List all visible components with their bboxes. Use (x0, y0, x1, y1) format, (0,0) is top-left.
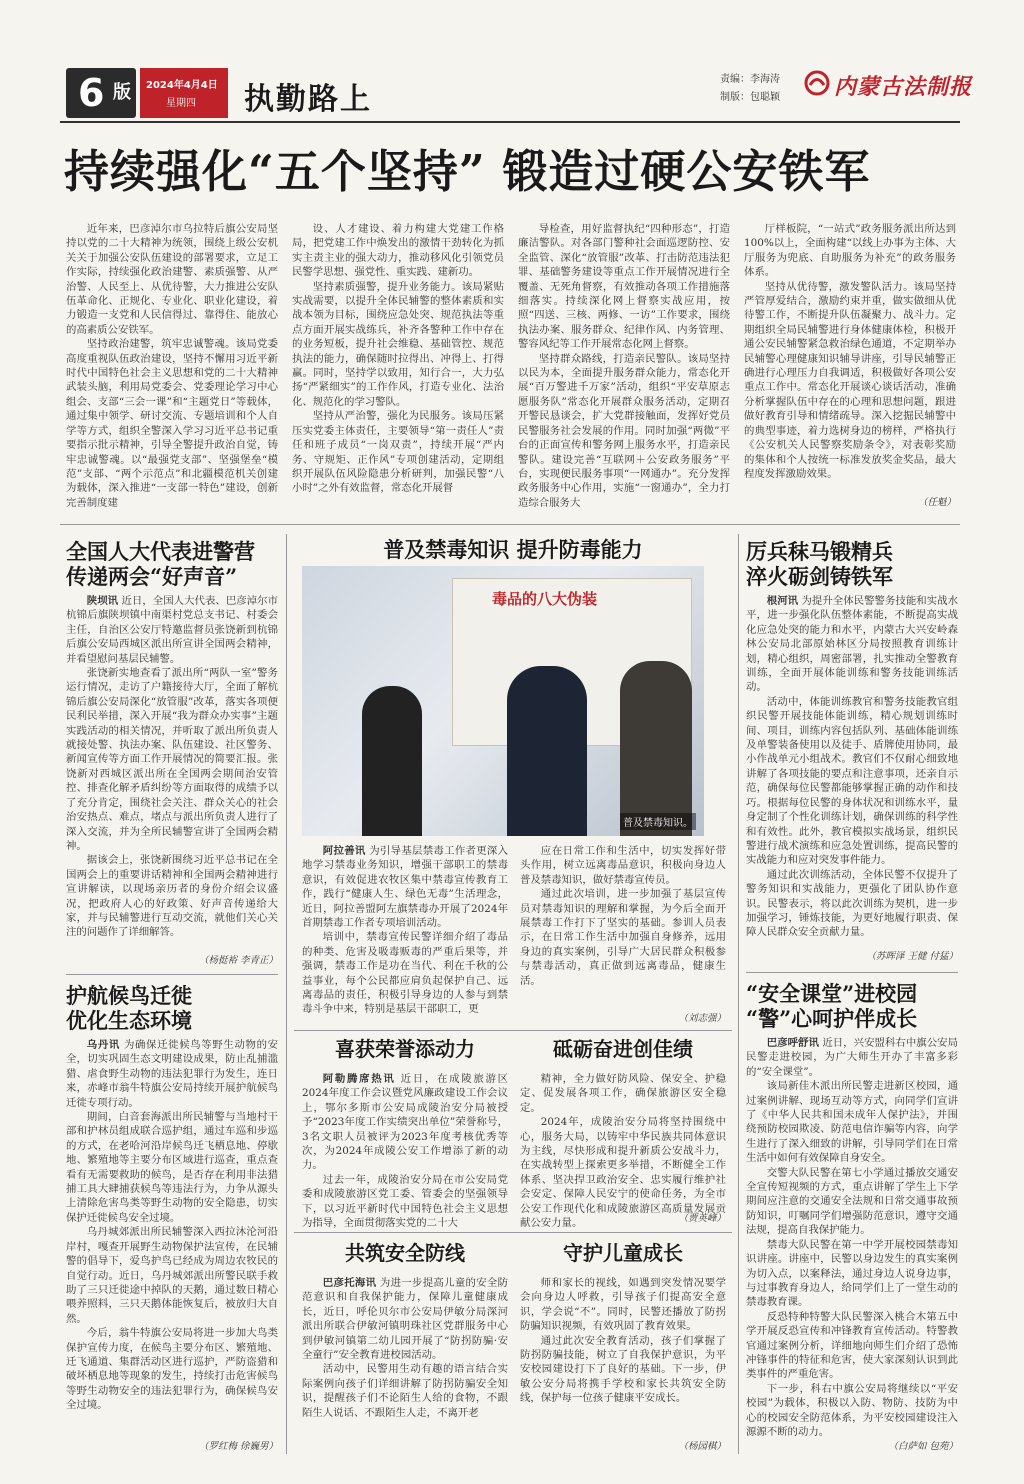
right-mid-rule (746, 972, 958, 973)
safety-para: 通过此次安全教育活动，孩子们掌握了防拐防骗技能，树立了自我保护意识，为平安校园建设打下了良好的基础。下一步，伊敏公安分局将携手学校和家长共筑安全防线，保护每一位孩子健康平安成长。 (520, 1334, 726, 1405)
masthead-logo-icon (804, 70, 830, 96)
campus-para: 该局新佳木派出所民警走进新区校园，通过案例讲解、现场互动等方式，向同学们宣讲了《中华人民共和国未成年人保护法》，并围绕预防校园欺凌、防范电信诈骗等内容，向学生进行了深入细致的讲解，引导同学们在日常生活中如何有效保障自身安全。 (746, 1080, 958, 1165)
npc-byline: （杨挺裕 李青正） (198, 955, 278, 966)
npc-body (66, 594, 278, 940)
issue-date: 2024年4月4日 (146, 80, 218, 91)
safety-para: 师和家长的视线，如遇到突发情况要学会向身边人呼救，引导孩子们提高安全意识，学会说“不”。同时，民警还播放了防拐防骗知识视频，有效巩固了教育效果。 (520, 1277, 726, 1333)
drug-para: 培训中，禁毒宣传民警详细介绍了毒品的种类、危害及吸毒贩毒的严重后果等，并强调，禁毒工作是功在当代、利在千秋的公益事业，每个公民都应肩负起保护自己、远离毒品的责任，积极引导身边的人参与到禁毒斗争中来，特别是基层干部职工，更 (302, 931, 508, 1016)
lead-para: 坚持群众路线，打造亲民警队。该局坚持以民为本，全面提升服务群众能力，常态化开展“百万警进千万家”活动，组织“平安草原志愿服务队”常态化开展群众服务活动，定期召开警民恳谈会，扩大党群接触面，发挥好党员民警服务社会发展的作用。同时加强“两微”平台的正面宣传和警务网上服务水平，打造亲民警队。建设完善“互联网＋公安政务服务”平台，实现便民服务事项“一网通办”。充分发挥政务服务中心作用，实施“一窗通办”，全力打造综合服务大 (518, 352, 730, 509)
npc-para: 近日，全国人大代表、巴彦淖尔市杭锦后旗陕坝镇中南渠村党总支书记、村委会主任，自治区公安厅特邀监督员张饶新到杭锦后旗公安局西城区派出所宣讲全国两会精神，并看望慰问基层民辅警。 (66, 595, 279, 665)
mid-rule-2 (294, 1232, 732, 1233)
training-para: 通过此次训练活动，全体民警不仅提升了警务知识和实战能力，更强化了团队协作意识。民警表示，将以此次训练为契机，进一步加强学习，锤炼技能，为更好地履行职责、保障人民群众安全贡献力量。 (746, 868, 958, 939)
training-lead-tag: 根河讯 (766, 595, 799, 607)
drug-col-2 (520, 844, 726, 988)
campus-para: 近日，兴安盟科右中旗公安局民警走进校园，为广大师生开办了丰富多彩的“安全课堂”。 (746, 1037, 959, 1078)
honor-para: 近日，在成陵旅游区2024年度工作会议暨党风廉政建设工作会议上，鄂尔多斯市公安局成陵治安分局被授予“2023年度工作实绩突出单位”荣誉称号，3名文职人员被评为2023年度考核优秀等次，为2024年成陵公安工作增添了新的动力。 (302, 1073, 509, 1172)
column-rule-right (738, 534, 739, 1454)
safety-byline: （杨园棋） (678, 1441, 726, 1452)
birds-title-line: 优化生态环境 (66, 1007, 192, 1033)
training-para: 为提升全体民警警务技能和实战水平，进一步强化队伍整体素能，不断提高实战化应急处突的能力和水平，内蒙古大兴安岭森林公安局北部原始林区分局按照教育训练计划，精心组织，周密部署，扎实推动全警教育训练，全面开展体能训练和警务技能训练活动。 (746, 595, 959, 694)
lead-para: 坚持从优待警，激发警队活力。该局坚持严管厚爱结合，激励约束并重，做实做细从优待警工作，不断提升队伍凝聚力、战斗力。定期组织全局民辅警进行身体健康体检，积极开通公安民辅警紧急救治绿色通道，不定期举办民辅警心理健康知识辅导讲座，引导民辅警正确进行心理压力自我调适，积极做好各项公安重点工作中。常态化开展谈心谈话活动，准确分析掌握队伍中存在的心理和思想问题，跟进做好教育引导和情绪疏导。深入挖掘民辅警中的典型事迹，着力选树身边的榜样，严格执行《公安机关人民警察奖励条令》，对表彰奖励的集体和个人按统一标准发放奖金奖品，最大程度发挥激励效果。 (744, 280, 956, 480)
drug-para: 应在日常工作和生活中，切实发挥好带头作用，树立远离毒品意识，积极向身边人普及禁毒知识，做好禁毒宣传员。 (520, 845, 726, 886)
masthead-title: 内蒙古法制报 (834, 74, 973, 100)
issue-weekday: 星期四 (166, 98, 196, 109)
drug-headline: 普及禁毒知识 提升防毒能力 (383, 537, 643, 562)
honor-col-1 (302, 1072, 508, 1230)
npc-lead-tag: 陕坝讯 (86, 595, 119, 607)
photo-person-mid (507, 666, 587, 836)
campus-para: 禁毒大队民警在第一中学开展校园禁毒知识讲座。讲座中，民警以身边发生的真实案例为切入点，以案释法，通过身边人说身边事，与过事教育身边人，给同学们上了一堂生动的禁毒教育课。 (746, 1238, 958, 1309)
honor-byline: （贾英峰） (678, 1213, 726, 1224)
birds-para: 期间，白音套海派出所民辅警与当地村干部和护林员组成联合巡护组，通过车巡和步巡的方式，在老哈河沿岸候鸟迁飞栖息地、停歇地、繁殖地等主要分布区域进行巡查，重点查看有无需要救助的候鸟，是否存在利用非法猎捕工具大肆捕获候鸟等违法行为，力争从源头上清除危害鸟类等野生动物的安全隐患，切实保护迁徙候鸟安全过境。 (66, 1111, 278, 1224)
lead-byline: （任魁） (917, 497, 956, 508)
section-title: 执勤路上 (244, 82, 372, 117)
lead-col-4 (744, 222, 956, 481)
honor-para: 2024年，成陵治安分局将坚持围绕中心，服务大局，以铸牢中华民族共同体意识为主线，尽快形成和提升新质公安战斗力，在实战转型上探索更多举措，不断健全工作体系、坚决捍卫政治安全、忠实履行维护社会安定、保障人民安宁的使命任务，为全市公安工作现代化和成陵旅游区高质量发展贡献公安力量。 (520, 1116, 726, 1230)
safety-col-1 (302, 1276, 508, 1420)
npc-title-line: 全国人大代表进警营 (66, 539, 255, 564)
drug-lead-tag: 阿拉善讯 (322, 845, 366, 857)
photo-board-title: 毒品的八大伪装 (492, 590, 598, 608)
campus-para: 下一步，科右中旗公安局将继续以“平安校园”为载体，积极以入防、物防、技防为中心的校园安全防范体系，为平安校园建设注入源源不断的动力。 (746, 1382, 958, 1438)
safety-lead-tag: 巴彦托海讯 (322, 1277, 377, 1289)
campus-byline: （白萨如 包苑） (888, 1441, 958, 1452)
photo-caption: 普及禁毒知识。 (620, 813, 696, 830)
birds-para: 为确保迁徙候鸟等野生动物的安全，切实巩固生态文明建设成果，防止乱捕滥猎、虐食野生动物的违法犯罪行为发生，连日来，赤峰市翁牛特旗公安局持续开展护航候鸟迁徙专项行动。 (66, 1039, 279, 1109)
training-title-line: 厉兵秣马锻精兵 (746, 539, 893, 564)
drug-para: 为引导基层禁毒工作者更深入地学习禁毒业务知识，增强干部职工的禁毒意识，有效促进农牧区集中禁毒宣传教育工作，践行“健康人生、绿色无毒”生活理念，近日，阿拉善盟阿左旗禁毒办开展了2024年首期禁毒工作者专项培训活动。 (302, 845, 509, 930)
campus-para: 交警大队民警在第七小学通过播放交通安全宣传短视频的方式，重点讲解了学生上下学期间应注意的交通安全法规和日常交通事故预防知识，叮嘱同学们增强防范意识，遵守交通法规，提高自我保护能力。 (746, 1166, 958, 1237)
lead-para: 坚持从严治警，强化为民服务。该局压紧压实党委主体责任，主要领导“第一责任人”责任和班子成员“一岗双责”，持续开展“严内务、守规矩、正作风”专项创建活动，定期组织开展队伍风险隐患分析研判，加强民警“八小时”之外有效监督，常态化开展督 (292, 410, 504, 495)
birds-para: 乌丹城郊派出所民辅警深入西拉沐沦河沿岸村，嘎查开展野生动物保护法宣传，在民辅警的倡导下，爱鸟护鸟已经成为周边农牧民的自觉行动。近日，乌丹城郊派出所警民联手救助了三只迁徙途中掉队的天鹅，通过数日精心喂养照料，三只天鹅体能恢复后，被放归大自然。 (66, 1226, 278, 1325)
birds-byline: （罗红梅 徐巍男） (198, 1441, 278, 1452)
lead-headline: 持续强化“五个坚持” 锻造过硬公安铁军 (64, 145, 871, 198)
honor-headline-1: 喜获荣誉添动力 (335, 1037, 475, 1061)
training-byline: （苏晖泽 王健 付猛） (866, 951, 958, 962)
photo-person-right (620, 661, 692, 836)
header-rule (60, 121, 960, 123)
campus-title-line: “警”心呵护伴成长 (746, 1005, 918, 1031)
birds-headline (66, 984, 278, 1034)
lead-para: 坚持素质强警，提升业务能力。该局紧贴实战需要，以提升全体民辅警的整体素质和实战本领为目标，围绕应急处突、规范执法等重点方面开展实战练兵，补齐各警种工作中存在的业务短板，提升社会维稳、基础管控、规范执法的能力，确保随时拉得出、冲得上、打得赢。同时，坚持学以致用，知行合一，大力弘扬“严紧细实”的工作作风，打造专业化、法治化、规范化的学习警队。 (292, 280, 504, 408)
training-headline (746, 540, 958, 590)
training-body (746, 594, 958, 940)
campus-title-line: “安全课堂”进校园 (746, 981, 918, 1006)
honor-headline-2: 砥砺奋进创佳绩 (553, 1037, 693, 1061)
page-ban-label: 版 (113, 82, 131, 103)
lead-para: 坚持政治建警，筑牢忠诚警魂。该局党委高度重视队伍政治建设，坚持不懈用习近平新时代中国特色社会主义思想和党的二十大精神武装头脑，利用局党委会、党委理论学习中心组会、支部“三会一课”和“主题党日”等载体，通过集中领学、研讨交流、专题培训和个人自学等方式，组织全警深入学习习近平总书记重要指示批示精神，引导全警提升政治自觉，铸牢忠诚警魂。以“最强党支部”、坚强堡垒“模范”支部、“两个示范点”和北疆模范机关创建为载体，深入推进“一支部一特色”建设，创新完善制度建 (66, 338, 278, 509)
drug-byline: （刘志强） (678, 1013, 726, 1024)
birds-para: 今后，翁牛特旗公安局将进一步加大鸟类保护宣传力度，在候鸟主要分布区、繁殖地、迁飞通道、集群活动区进行巡护，严防盗猎和破坏栖息地等现象的发生，持续打击危害候鸟等野生动物安全的违法犯罪行为，确保候鸟安全过境。 (66, 1327, 278, 1412)
lead-para: 厅样板院，“一站式”政务服务派出所达到100%以上，全面构建“以线上办事为主体、大厅服务为兜底、自助服务为补充”的政务服务体系。 (744, 223, 956, 279)
lead-col-3 (518, 222, 730, 510)
drug-photo (302, 566, 704, 836)
honor-para: 过去一年，成陵治安分局在市公安局党委和成陵旅游区党工委、管委会的坚强领导下，以习近平新时代中国特色社会主义思想为指导，全面贯彻落实党的二十大 (302, 1173, 508, 1230)
safety-headline-2: 守护儿童成长 (563, 1241, 683, 1265)
campus-lead-tag: 巴彦呼舒讯 (766, 1037, 819, 1049)
campus-body (746, 1036, 958, 1439)
photo-person-left (362, 686, 422, 836)
mid-rule-1 (294, 1030, 732, 1031)
drug-para: 通过此次培训，进一步加强了基层宣传员对禁毒知识的理解和掌握，为今后全面开展禁毒工作打下了坚实的基础。参训人员表示，在日常工作生活中加强自身修养，远用身边的真实案例，引导广大居民群众积极参与禁毒活动，真正做到远离毒品，健康生活。 (520, 888, 726, 987)
lead-para: 导检查，用好监督执纪“四种形态”，打造廉洁警队。对各部门警种社会面巡逻防控、安全监管、深化“放管服”改革、打击防范违法犯罪、基础警务建设等重点工作开展情况进行全覆盖、无死角督察，有效推动各项工作措施落细落实。持续深化网上督察实战应用，按照“四送、三核、两修、一访”工作要求，围绕执法办案、服务群众、纪律作风、内务管理、警容风纪等工作开展常态化网上督察。 (518, 223, 730, 351)
birds-title-line: 护航候鸟迁徙 (66, 983, 192, 1008)
birds-body (66, 1038, 278, 1413)
safety-headline-1: 共筑安全防线 (345, 1241, 465, 1265)
producer-credit: 制版：包聪颖 (720, 92, 780, 103)
page-number: 6 (78, 71, 105, 115)
lead-para: 近年来，巴彦淖尔市乌拉特后旗公安局坚持以党的二十大精神为统领，围绕上级公安机关关于加强公安队伍建设的部署要求，立足工作实际，持续强化政治建警、素质强警、从严治警、人民至上、从优待警，大力推进公安队伍革命化、正规化、专业化、职业化建设，着力锻造一支党和人民信得过、靠得住、能放心的高素质公安铁军。 (66, 223, 278, 336)
editor-credit: 责编：李海涛 (720, 74, 780, 85)
birds-lead-tag: 乌丹讯 (86, 1039, 120, 1051)
lead-bottom-rule (60, 524, 960, 525)
safety-para: 为进一步提高儿童的安全防范意识和自我保护能力，保障儿童健康成长，近日，呼伦贝尔市公安局伊敏分局深河派出所联合伊敏河镇明珠社区党群服务中心到伊敏河镇第二幼儿园开展了“防拐防骗·安全童行”安全教育进校园活动。 (302, 1277, 509, 1362)
npc-title-line: 传递两会“好声音” (66, 563, 238, 589)
campus-para: 反恐特种特警大队民警深入桃合木第五中学开展反恐宣传和冲锋教育宣传活动。特警教官通过案例分析，详细地向师生们介绍了恐怖冲锋事件的特征和危害，使大家深刻认识到此类事件的严重危害。 (746, 1310, 958, 1381)
safety-para: 活动中，民警用生动有趣的语言结合实际案例向孩子们详细讲解了防拐防骗安全知识，提醒孩子们不论陌生人给的食物，不跟陌生人说话、不跟陌生人走，不离开老 (302, 1363, 508, 1419)
safety-col-2 (520, 1276, 726, 1406)
lead-para: 设、人才建设、着力构建大党建工作格局，把党建工作中焕发出的激情干劲转化为抓实主责主业的强大动力，推动移风化引领党员民警学思想、强党性、重实践、建新功。 (292, 223, 504, 279)
npc-headline (66, 540, 278, 590)
npc-para: 据该会上，张饶新围绕习近平总书记在全国两会上的重要讲话精神和全国两会精神进行宣讲解读，以现场亲历者的身份介绍会议盛况，把政府人心的好政策、好声音传递给大家，并与民辅警进行互动交流，就他们关心关注的问题作了详细解答。 (66, 854, 278, 939)
training-para: 活动中，体能训练教官和警务技能教官组织民警开展技能体能训练，精心规划训练时间、项目，训练内容包括队列、基础体能训练及单警装备使用以及徒手、盾牌使用协同，最小作战单元小组战术。教官们不仅耐心细致地讲解了各项技能的要点和注意事项，还亲自示范，确保每位民警都能够掌握正确的动作和技巧。根据每位民警的身体状况和训练水平，量身定制了个性化训练计划，确保训练的科学性和有效性。此外，教官模拟实战场景，组织民警进行战术演练和应急处置训练，提高民警的实战能力和应对突发事件能力。 (746, 695, 958, 867)
honor-col-2 (520, 1072, 726, 1230)
left-mid-rule (66, 974, 278, 975)
drug-col-1 (302, 844, 508, 1017)
campus-headline (746, 982, 958, 1032)
honor-lead-tag: 阿勒腾席热讯 (322, 1073, 396, 1085)
training-title-line: 淬火砺剑铸铁军 (746, 563, 893, 589)
lead-col-1 (66, 222, 278, 510)
honor-para: 精神，全力做好防风险、保安全、护稳定、促发展各项工作，确保旅游区安全稳定。 (520, 1073, 726, 1114)
npc-para: 张饶新实地查看了派出所“两队一室”警务运行情况，走访了户籍接待大厅，全面了解杭锦后旗公安局深化“放管服”改革，落实各项便民利民举措，深入开展“我为群众办实事”主题实践活动的相关情况，并听取了派出所负责人就接处警、执法办案、队伍建设、社区警务、新闻宣传等方面工作开展情况的简要汇报。张饶新对西城区派出所在全国两会期间治安管控、排查化解矛盾纠纷等方面取得的成绩予以了充分肯定，围绕社会关注、群众关心的社会治安热点、难点，堵点与派出所负责人进行了深入交流，并为全所民辅警宣讲了全国两会精神。 (66, 667, 278, 852)
lead-col-2 (292, 222, 504, 496)
column-rule-left (286, 534, 287, 1454)
